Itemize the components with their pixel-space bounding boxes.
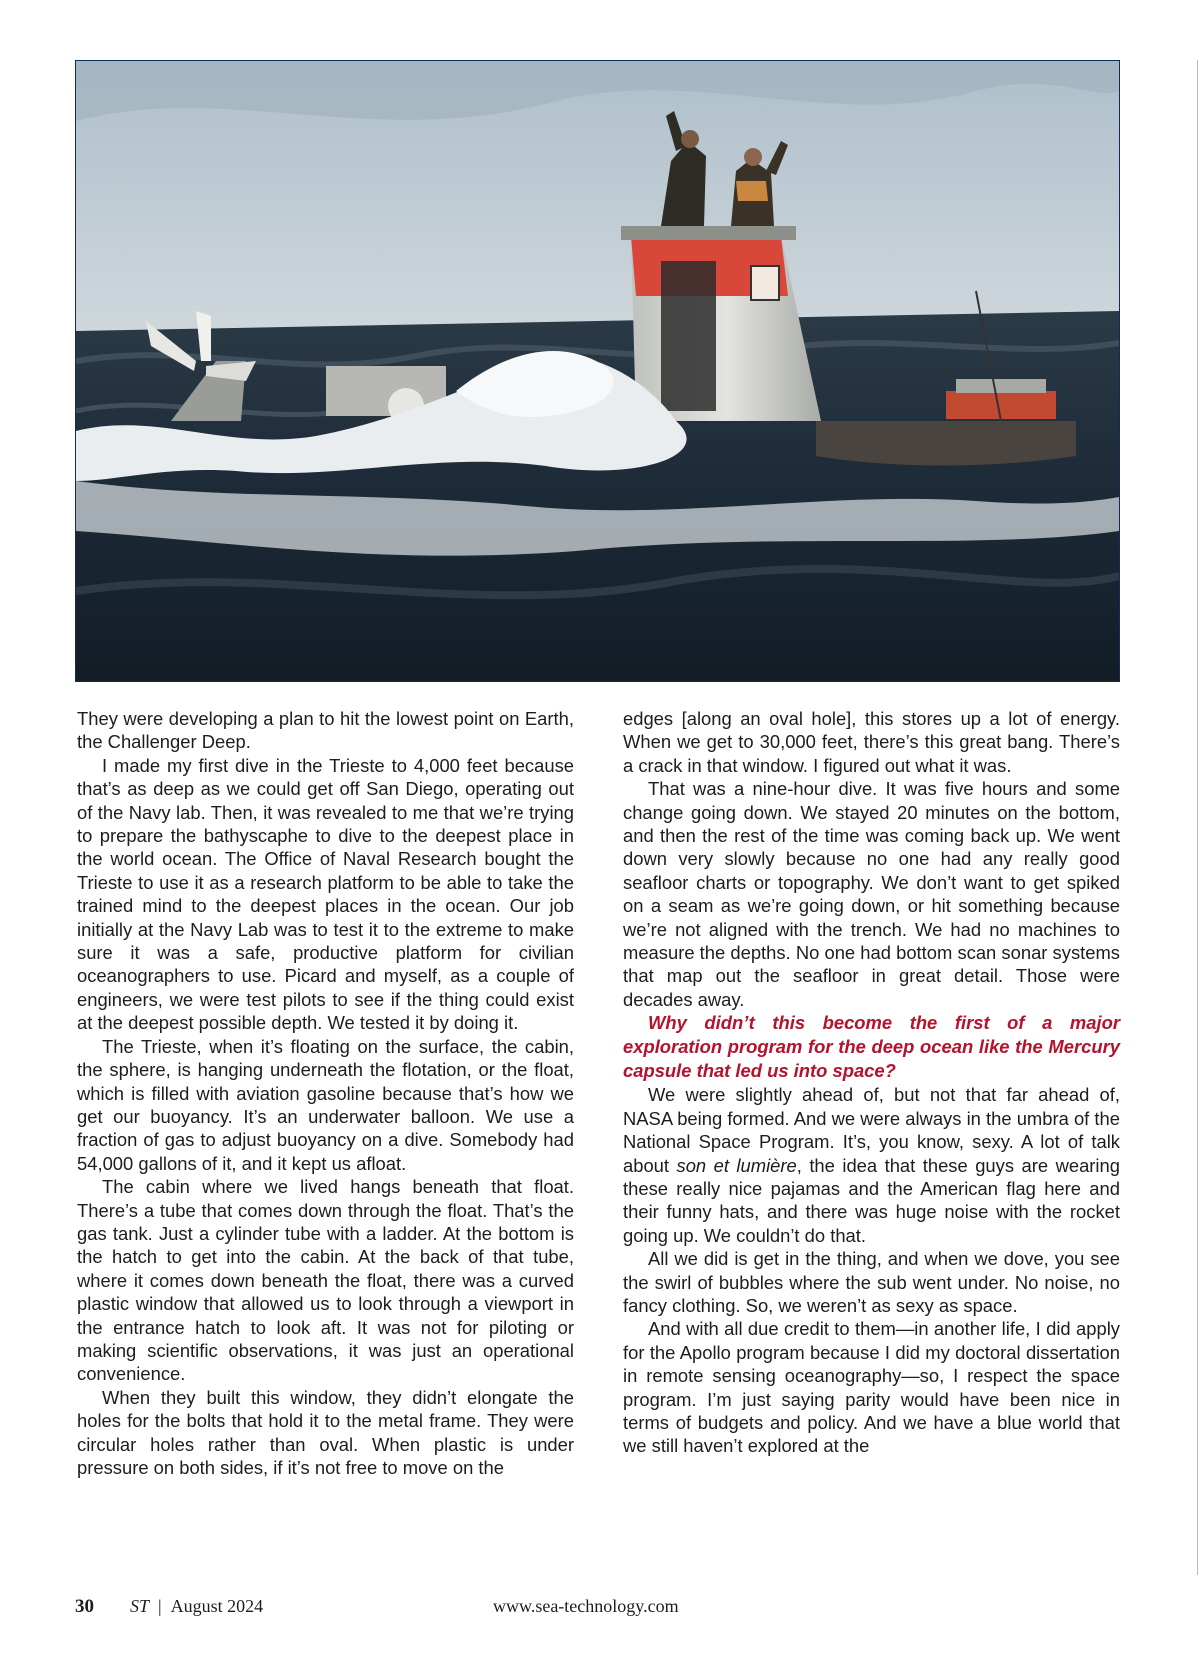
- paragraph: [623, 1083, 1120, 1247]
- paragraph: They were developing a plan to hit the lowest point on Earth, the Challenger Deep.: [77, 708, 574, 753]
- left-text-column: [77, 707, 574, 1479]
- bathyscaphe-photo: [75, 60, 1120, 682]
- right-text-column: [623, 707, 1120, 1458]
- interview-question: Why didn’t this become the first of a major exploration program for the deep ocean like the Mercury capsule that led us into space?: [623, 1012, 1120, 1082]
- paragraph: The cabin where we lived hangs beneath that float. There’s a tube that comes down through the float. That’s the gas tank. Just a cylinder tube with a ladder. At the bottom is the hatch to get into the cabin. At the back of that tube, where it comes down beneath the float, there was a curved plastic window that allowed us to look through a viewport in the entrance hatch to look aft. It was not for piloting or making scientific observations, it was just an operational convenience.: [77, 1176, 574, 1385]
- paragraph: And with all due credit to them—in another life, I did apply for the Apollo program because I did my doctoral dissertation in remote sensing oceanography—so, I respect the space program. I’m just saying parity would have been nice in terms of budgets and policy. And we have a blue world that we still haven’t explored at the: [623, 1318, 1120, 1457]
- paragraph-text: , the idea that these guys are wearing these really nice pajamas and the American flag here and their funny hats, and there was huge noise with the rocket going up. We couldn’t do that.: [623, 1154, 1120, 1246]
- magazine-name: ST: [130, 1596, 150, 1616]
- photo-illustration: [76, 61, 1119, 681]
- separator: |: [158, 1596, 162, 1616]
- italic-phrase: son et lumière: [676, 1154, 797, 1176]
- page-number: 30: [75, 1596, 94, 1617]
- paragraph: I made my first dive in the Trieste to 4,000 feet because that’s as deep as we could get off San Diego, operating out of the Navy lab. Then, it was revealed to me that we’re trying to prepare the bathyscaphe to dive to the deepest place in the world ocean. The Office of Naval Research bought the Trieste to use it as a research platform to be able to take the trained mind to the deepest places in the ocean. Our job initially at the Navy Lab was to test it to the extreme to make sure it was a safe, productive platform for civilian oceanographers to use. Picard and myself, as a couple of engineers, we were test pilots to see if the thing could exist at the deepest possible depth. We tested it by doing it.: [77, 754, 574, 1034]
- paragraph: When they built this window, they didn’t elongate the holes for the bolts that hold it to the metal frame. They were circular holes rather than oval. When plastic is under pressure on both sides, if it’s not free to move on the: [77, 1386, 574, 1478]
- issue-date: August 2024: [170, 1596, 264, 1616]
- paragraph: That was a nine-hour dive. It was five hours and some change going down. We stayed 20 minutes on the bottom, and then the rest of the time was coming back up. We went down very slowly because no one had any really good seafloor charts or topography. We don’t want to get spiked on a seam as we’re going down, or hit something because we’re not aligned with the trench. We had no machines to measure the depths. No one had bottom scan sonar systems that map out the seafloor in great detail. Those were decades away.: [623, 778, 1120, 1010]
- paragraph: edges [along an oval hole], this stores up a lot of energy. When we get to 30,000 feet, there’s this great bang. There’s a crack in that window. I figured out what it was.: [623, 708, 1120, 776]
- paragraph: All we did is get in the thing, and when we dove, you see the swirl of bubbles where the sub went under. No noise, no fancy clothing. So, we weren’t as sexy as space.: [623, 1248, 1120, 1316]
- paragraph-text: We were slightly ahead of, but not that far ahead of, NASA being formed. And we were always in the umbra of the National Space Program. It’s, you know, sexy. A lot of talk about: [623, 1084, 1120, 1176]
- right-margin-rule: [1197, 60, 1198, 1575]
- page-footer: [75, 1596, 775, 1622]
- paragraph: The Trieste, when it’s floating on the surface, the cabin, the sphere, is hanging underneath the flotation, or the float, which is filled with aviation gasoline because that’s how we get our buoyancy. It’s an underwater balloon. We use a fraction of gas to adjust buoyancy on a dive. Somebody had 54,000 gallons of it, and it kept us afloat.: [77, 1035, 574, 1174]
- magazine-info: [130, 1596, 263, 1617]
- website-url[interactable]: www.sea-technology.com: [493, 1596, 679, 1616]
